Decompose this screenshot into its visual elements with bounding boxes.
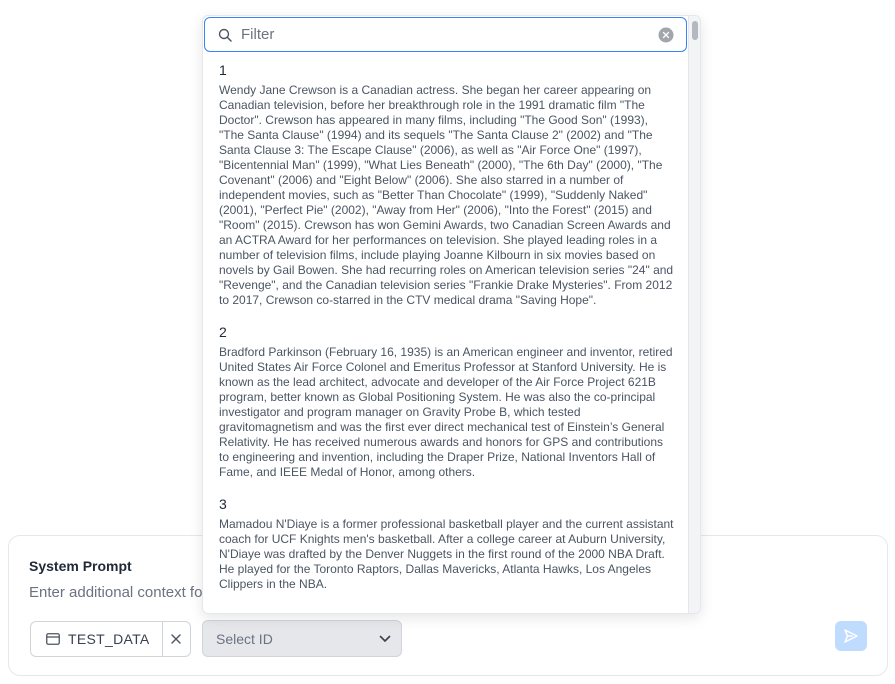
system-prompt-title: System Prompt <box>29 558 132 574</box>
option-description: Mamadou N'Diaye is a former professional basketball player and the current assistant coach for UCF Knights men's basketball. After a college career at Auburn University, N'Diaye was drafted by the Denver Nuggets in the first round of the 2000 NBA Draft. He played for the Toronto Raptors, Dallas Mavericks, Atlanta Hawks, Los Angeles Clippers in the NBA. <box>219 517 674 591</box>
dataset-chip-label: TEST_DATA <box>68 631 150 647</box>
search-icon <box>218 28 232 42</box>
select-id-dropdown[interactable] <box>202 620 402 657</box>
dataset-remove-button[interactable] <box>163 622 190 656</box>
select-id-placeholder: Select ID <box>216 630 273 647</box>
table-icon <box>46 633 60 645</box>
dataset-chip <box>30 621 191 657</box>
option-description: Bradford Parkinson (February 16, 1935) is an American engineer and inventor, retired United States Air Force Colonel and Emeritus Professor at Stanford University. He is known as the lead architect, advocate and developer of the Air Force Project 621B program, better known as Global Positioning System. He was also the co-principal investigator and program manager on Gravity Probe B, which tested gravitomagnetism and was the first ever direct mechanical test of Einstein’s General Relativity. He has received numerous awards and honors for GPS and contributions to engineering and invention, including the Draper Prize, National Inventors Hall of Fame, and IEEE Medal of Honor, among others. <box>219 345 673 479</box>
send-icon <box>843 628 859 644</box>
dataset-chip-main[interactable] <box>31 622 163 656</box>
chevron-down-icon <box>379 635 391 643</box>
clear-filter-button[interactable] <box>658 27 674 43</box>
listbox-scrollbar[interactable] <box>688 16 701 614</box>
send-button[interactable] <box>835 621 867 651</box>
clear-circle-icon <box>658 27 674 43</box>
select-id-listbox <box>202 15 701 614</box>
option-item[interactable] <box>219 324 674 480</box>
option-id: 3 <box>219 496 227 512</box>
options-list <box>219 62 674 608</box>
option-description: Wendy Jane Crewson is a Canadian actress. She began her career appearing on Canadian television, before her breakthrough role in the 1991 dramatic film "The Doctor". Crewson has appeared in many films, including "The Good Son" (1993), "The Santa Clause" (1994) and its sequels "The Santa Clause 2" (2002) and "The Santa Clause 3: The Escape Clause" (2006), as well as "Air Force One" (1997), "Bicentennial Man" (1999), "What Lies Beneath" (2000), "The 6th Day" (2000), "The Covenant" (2006) and "Eight Below" (2006). She also starred in a number of independent movies, such as "Better Than Chocolate" (1999), "Suddenly Naked" (2001), "Perfect Pie" (2002), "Away from Her" (2006), "Into the Forest" (2015) and "Room" (2015). Crewson has won Gemini Awards, two Canadian Screen Awards and an ACTRA Award for her performances on television. She played leading roles in a number of television films, include playing Joanne Kilbourn in six movies based on novels by Gail Bowen. She had recurring roles on American television series "24" and "Revenge", and the Canadian television series "Frankie Drake Mysteries". From 2012 to 2017, Crewson co-starred in the CTV medical drama "Saving Hope". <box>219 83 674 307</box>
option-item[interactable] <box>219 62 674 308</box>
filter-input[interactable] <box>241 26 658 43</box>
x-icon <box>171 634 181 644</box>
scrollbar-thumb[interactable] <box>692 21 698 40</box>
filter-box <box>204 17 687 52</box>
option-id: 2 <box>219 324 227 340</box>
option-item[interactable] <box>219 496 674 592</box>
option-id: 1 <box>219 62 227 78</box>
